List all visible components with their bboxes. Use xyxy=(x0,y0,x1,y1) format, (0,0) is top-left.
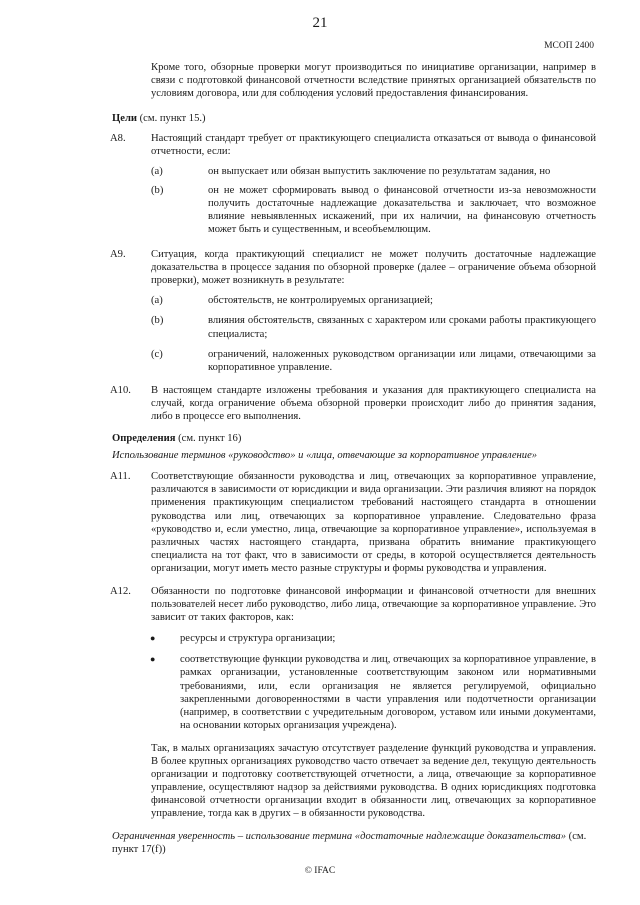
goals-heading-title: Цели xyxy=(112,113,137,125)
paragraph-a8-text: Настоящий стандарт требует от практикующего специалиста отказаться от вывода о финансовой отчетности, если: xyxy=(151,133,596,158)
list-item-a12-bullet-1 xyxy=(110,632,596,645)
footer-copyright: © IFAC xyxy=(304,866,336,876)
definitions-heading xyxy=(112,432,596,445)
list-marker: (b) xyxy=(151,315,164,327)
paragraph-a9 xyxy=(110,248,596,287)
list-item-a9-a xyxy=(110,294,596,307)
definitions-heading-title: Определения xyxy=(112,433,176,445)
paragraph-a11-text: Соответствующие обязанности руководства и лиц, отвечающих за корпоративное управление, различаются в зависимости от юрисдикции и вида организации. Эти различия влияют на порядок применения практикующим специалистом требований настоящего стандарта в отношении руководства или лиц, отвечающих за корпоративное управление. Следовательно фраза «руководство и, если уместно, лица, отвечающие за корпоративное управление», используемая в различных частях настоящего стандарта, призвана обратить внимание практикующего специалиста на тот факт, что в зависимости от среды, в которой осуществляется деятельность организации, могут иметь место разные структуры и формы руководства и управления. xyxy=(151,471,596,574)
paragraph-a10 xyxy=(110,384,596,423)
standard-code: МСОП 2400 xyxy=(544,41,594,51)
list-item-a12-bullet-2 xyxy=(110,653,596,732)
definitions-heading-ref: (см. пункт 16) xyxy=(175,433,242,445)
list-item-text: соответствующие функции руководства и лиц, отвечающих за корпоративное управление, в рамках организации, установленные соответствующим законом или нормативными требованиями, или, если организация не является регулируемой, официально закрепленными договоренностями в части управления или подотчетности организации (например, в соответствии с учредительным договором, уставом или иными документами, на основании которых организация учреждена). xyxy=(180,654,596,731)
paragraph-a8 xyxy=(110,132,596,158)
bullet-icon: ● xyxy=(150,654,156,665)
paragraph-a10-number: А10. xyxy=(110,384,131,396)
paragraph-a12-text: Обязанности по подготовке финансовой информации и финансовой отчетности для внешних пользователей несет либо руководство, либо лица, отвечающие за корпоративное управление. Это зависит от таких факторов, как: xyxy=(151,586,596,624)
list-marker: (a) xyxy=(151,165,163,177)
list-marker: (a) xyxy=(151,295,163,307)
goals-heading xyxy=(112,112,596,125)
list-item-text: ограничений, наложенных руководством организации или лицами, отвечающими за корпоративное управление. xyxy=(208,348,596,373)
list-marker: (c) xyxy=(151,348,163,360)
list-item-a9-c xyxy=(110,348,596,374)
list-item-text: влияния обстоятельств, связанных с характером или сроками работы практикующего специалиста; xyxy=(208,315,596,340)
list-item-a8-a xyxy=(110,165,596,178)
definitions-subheading: Использование терминов «руководство» и «лица, отвечающие за корпоративное управление» xyxy=(112,450,538,462)
paragraph-a9-number: А9. xyxy=(110,249,126,261)
paragraph-a12 xyxy=(110,585,596,624)
bullet-icon: ● xyxy=(150,633,156,644)
document-body xyxy=(110,61,596,856)
list-item-text: он выпускает или обязан выпустить заключение по результатам задания, но xyxy=(208,165,551,177)
paragraph-a9-text: Ситуация, когда практикующий специалист не может получить достаточные надлежащие доказательства в процессе задания по обзорной проверке (далее – ограничение объема обзорной проверки), может возникнуть в результате: xyxy=(151,249,596,287)
paragraph-a11-number: А11. xyxy=(110,471,131,483)
limited-assurance-heading-title: Ограниченная уверенность – использование термина «достаточные надлежащие доказательства» xyxy=(112,830,567,842)
paragraph-a12-number: А12. xyxy=(110,586,131,597)
list-item-text: ресурсы и структура организации; xyxy=(180,633,336,645)
limited-assurance-heading xyxy=(112,830,596,856)
goals-heading-ref: (см. пункт 15.) xyxy=(137,113,206,125)
intro-paragraph: Кроме того, обзорные проверки могут производиться по инициативе организации, например в связи с подготовкой финансовой отчетности вследствие принятых организацией обязательств по условиям договора, или для соблюдения условий предоставления финансирования. xyxy=(151,62,596,100)
list-item-a9-b xyxy=(110,314,596,340)
limited-assurance-heading-ref: (см. пункт 17(f)) xyxy=(112,830,587,855)
list-item-text: обстоятельств, не контролируемых организацией; xyxy=(208,295,433,307)
list-item-text: он не может сформировать вывод о финансовой отчетности из-за невозможности получить достаточные надлежащие доказательства и заключает, что возможное влияние невыявленных искажений, при их наличии, на финансовую отчетность может быть и существенным, и всеобъемлющим. xyxy=(208,184,596,235)
paragraph-a8-number: А8. xyxy=(110,133,126,145)
list-item-a8-b xyxy=(110,184,596,236)
page-number: 21 xyxy=(312,15,328,31)
paragraph-a11 xyxy=(110,470,596,575)
paragraph-a12-follow: Так, в малых организациях зачастую отсутствует разделение функций руководства и управления. В более крупных организациях руководство часто отвечает за ведение дел, текущую деятельность организации и подготовку соответствующей отчетности, а лица, отвечающие за корпоративное управление, осуществляют надзор за действиями руководства. В одних юрисдикциях подготовка финансовой отчетности организации входит в обязанности лиц, отвечающих за корпоративное управление, тогда как в других – в обязанности руководства. xyxy=(151,742,596,820)
list-marker: (b) xyxy=(151,184,164,196)
paragraph-a10-text: В настоящем стандарте изложены требования и указания для практикующего специалиста на случай, когда ограничение объема обзорной проверки происходит либо до принятия задания, либо в процессе его выполнения. xyxy=(151,384,596,422)
